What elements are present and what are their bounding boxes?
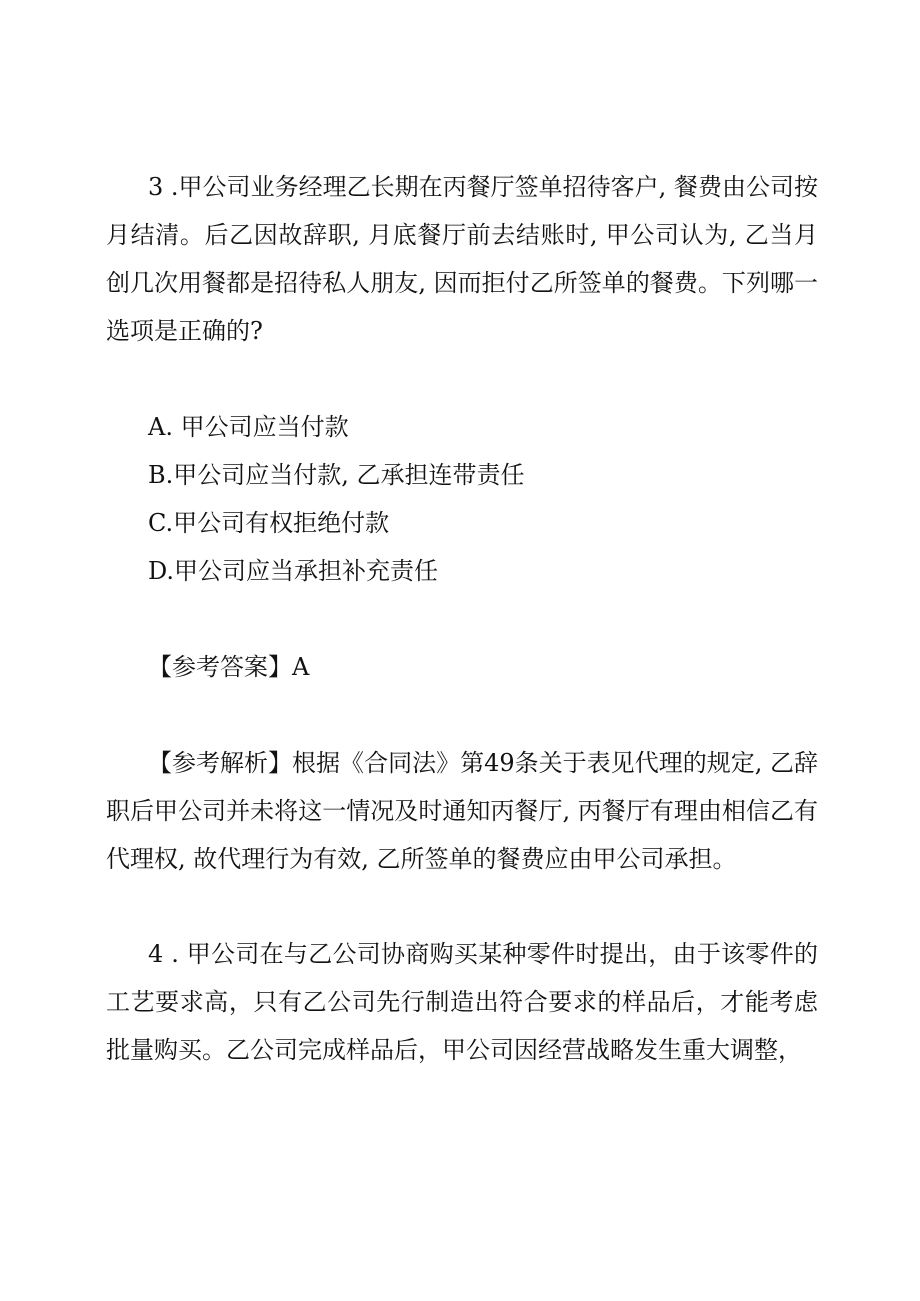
reference-answer: 【参考答案】A — [148, 653, 310, 681]
option-a: A. 甲公司应当付款 — [148, 413, 349, 441]
option-c: C.甲公司有权拒绝付款 — [148, 509, 390, 537]
question-3-stem: 3 .甲公司业务经理乙长期在丙餐厅签单招待客户, 餐费由公司按月结清。后乙因故辞职, 月底餐厅前去结账时, 甲公司认为, 乙当月创几次用餐都是招待私人朋友, 因而拒付乙所签单的餐费。下列哪一选项是正确的? — [106, 173, 818, 345]
option-d: D.甲公司应当承担补充责任 — [148, 557, 439, 585]
question-4-stem: 4 . 甲公司在与乙公司协商购买某种零件时提出，由于该零件的工艺要求高，只有乙公司先行制造出符合要求的样品后，才能考虑批量购买。乙公司完成样品后，甲公司因经营战略发生重大调整， — [106, 940, 818, 1064]
reference-analysis: 【参考解析】根据《合同法》第49条关于表见代理的规定, 乙辞职后甲公司并未将这一情况及时通知丙餐厅, 丙餐厅有理由相信乙有代理权, 故代理行为有效, 乙所签单的餐费应由甲公司承担。 — [106, 749, 818, 873]
option-b: B.甲公司应当付款, 乙承担连带责任 — [148, 461, 525, 489]
